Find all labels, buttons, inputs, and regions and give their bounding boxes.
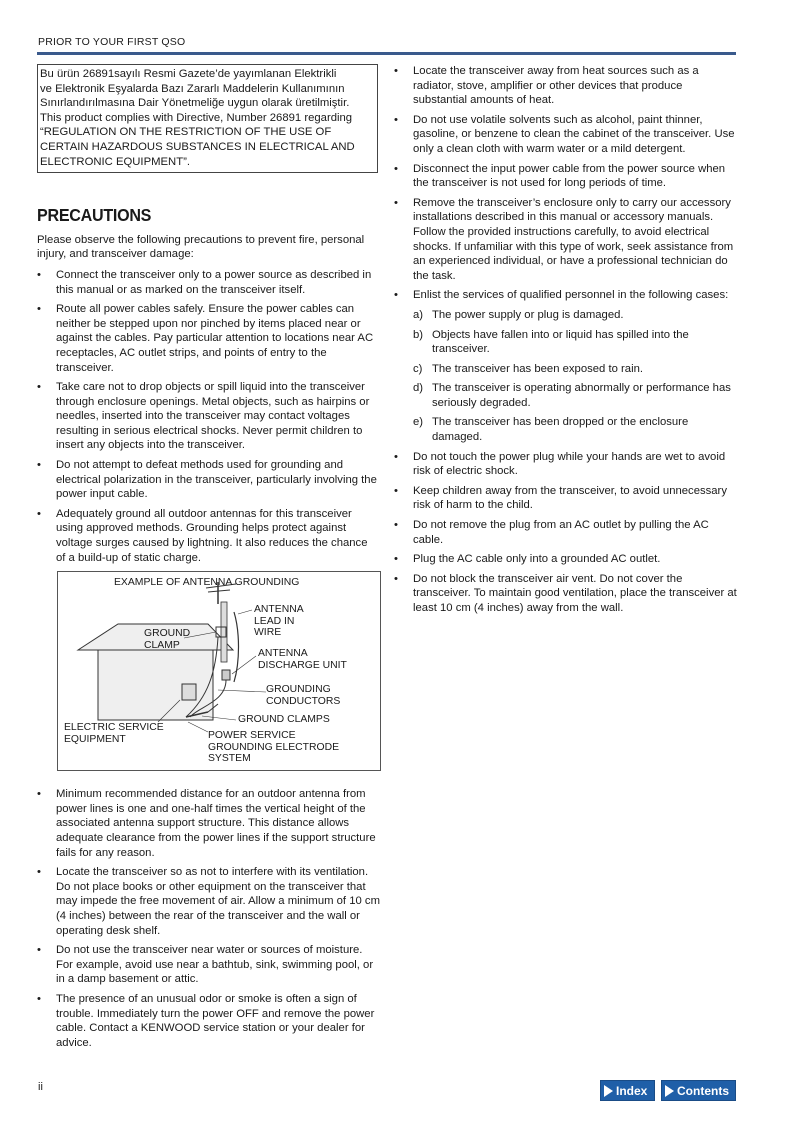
label-electric-service-equipment: ELECTRIC SERVICE EQUIPMENT xyxy=(64,722,164,745)
list-item-text: • Minimum recommended distance for an outdoor antenna from power lines is one and one-half times the vertical height of the associated antenna support structure. This distance allows adequate clearance from the power lines if the support structure fails for any reason. xyxy=(56,788,376,859)
sub-item xyxy=(413,362,739,377)
notice-line: This product complies with Directive, Number 26891 regarding xyxy=(40,111,353,124)
list-item-text: • Remove the transceiver’s enclosure only to carry our accessory installations described in this manual or accessory manuals. Follow the provided instructions carefully, to avoid electrical shocks. If unfamiliar with this type of work, seek assistance from an experienced individual, or have a professional technician do the task. xyxy=(413,196,734,282)
right-column xyxy=(394,64,739,621)
leader-line xyxy=(218,690,266,692)
notice-line: ELECTRONIC EQUIPMENT”. xyxy=(40,155,191,168)
list-item xyxy=(37,458,380,502)
sub-item-letter: b) xyxy=(413,328,424,341)
service-cases-list xyxy=(413,308,739,445)
notice-line: ve Elektronik Eşyalarda Bazı Zararlı Maddelerin Kullanımının xyxy=(40,82,345,95)
sub-item-text: The transceiver is operating abnormally or performance has seriously degraded. xyxy=(432,382,731,409)
sub-item-letter: e) xyxy=(413,416,424,429)
list-item-text: • Locate the transceiver so as not to interfere with its ventilation. Do not place books or other equipment on the transceiver that may impede the free movement of air. Allow a minimum of 10 cm (4 inches) between the rear of the transceiver and the wall or operating desk shelf. xyxy=(56,866,380,937)
label-ground-clamp: GROUND CLAMP xyxy=(144,628,191,651)
list-item xyxy=(37,992,380,1050)
electric-service-box xyxy=(182,684,196,700)
discharge-unit-box xyxy=(222,670,230,680)
notice-line: Bu ürün 26891sayılı Resmi Gazete’de yayımlanan Elektrikli xyxy=(40,68,337,80)
list-item-service xyxy=(394,288,739,444)
list-item-text: • Route all power cables safely. Ensure the power cables can neither be stepped upon nor pinched by items placed near or against the cables. Pay particular attention to locations near AC receptacles, AC outlet strips, and points of entry to the transceiver. xyxy=(56,303,374,374)
list-item-text: • Adequately ground all outdoor antennas for this transceiver using approved methods. Grounding helps protect against voltage surges caused by lightning. It also reduces the chance of a build-up of static charge. xyxy=(56,507,368,564)
sub-item-text: Objects have fallen into or liquid has spilled into the transceiver. xyxy=(432,328,689,356)
precautions-list-left-2 xyxy=(37,787,380,1050)
list-item-text: • Take care not to drop objects or spill liquid into the transceiver through enclosure openings. Metal objects, such as hairpins or needles, inserted into the transceiver may contact voltages resulting in serious electrical shocks. Never permit children to insert any objects into the transceiver. xyxy=(56,381,370,452)
contents-button-label: Contents xyxy=(677,1083,729,1098)
list-item-text: • Plug the AC cable only into a grounded AC outlet. xyxy=(413,553,661,566)
sub-item xyxy=(413,328,739,357)
list-item xyxy=(394,572,739,616)
figure-title: EXAMPLE OF ANTENNA GROUNDING xyxy=(114,577,300,589)
notice-line: CERTAIN HAZARDOUS SUBSTANCES IN ELECTRICAL AND xyxy=(40,140,355,153)
list-item xyxy=(37,865,380,938)
list-item xyxy=(394,552,739,567)
list-item-text: • Disconnect the input power cable from the power source when the transceiver is not used for long periods of time. xyxy=(413,162,726,190)
list-item xyxy=(394,162,739,191)
regulation-notice-box xyxy=(37,64,378,173)
list-item-text: • Keep children away from the transceiver, to avoid unnecessary risk of harm to the child. xyxy=(413,484,727,512)
list-item xyxy=(394,518,739,547)
list-item xyxy=(37,943,380,987)
play-arrow-icon xyxy=(604,1085,613,1097)
lead-in-wire xyxy=(234,612,239,682)
list-item-text: • Do not attempt to defeat methods used for grounding and electrical polarization in the transceiver, particularly involving the power input cable. xyxy=(56,459,377,501)
leader-line xyxy=(238,610,252,614)
list-item xyxy=(394,484,739,513)
list-item xyxy=(37,507,380,565)
list-item-text: • Do not touch the power plug while your hands are wet to avoid risk of electric shock. xyxy=(413,450,726,478)
notice-line: “REGULATION ON THE RESTRICTION OF THE USE OF xyxy=(40,126,332,139)
list-item xyxy=(394,64,739,108)
list-item xyxy=(37,268,380,297)
notice-line: Sınırlandırılmasına Dair Yönetmeliğe uygun olarak üretilmiştir. xyxy=(40,97,350,110)
sub-item-letter: d) xyxy=(413,382,424,395)
list-item-text: • The presence of an unusual odor or smoke is often a sign of trouble. Immediately turn the power OFF and remove the power cable. Contact a KENWOOD service station or your dealer for advice. xyxy=(56,992,375,1049)
index-button[interactable] xyxy=(600,1080,655,1101)
list-item-text: • Do not use the transceiver near water or sources of moisture. For example, avoid use near a bathtub, sink, swimming pool, or in a damp basement or attic. xyxy=(56,944,374,986)
index-button-label: Index xyxy=(616,1083,648,1098)
label-grounding-conductors: GROUNDING CONDUCTORS xyxy=(266,684,341,707)
sub-item-text: The power supply or plug is damaged. xyxy=(432,308,624,321)
header-rule xyxy=(37,52,736,55)
list-item-text: • Do not block the transceiver air vent. Do not cover the transceiver. To maintain good ventilation, place the transceiver at least 10 cm (4 inches) away from the wall. xyxy=(413,572,737,614)
label-power-service-grounding: POWER SERVICE GROUNDING ELECTRODE SYSTEM xyxy=(208,730,340,765)
list-item xyxy=(37,787,380,860)
antenna-grounding-diagram xyxy=(57,571,381,771)
label-ground-clamps: GROUND CLAMPS xyxy=(238,714,330,726)
label-antenna-lead-in-wire: ANTENNA LEAD IN WIRE xyxy=(254,604,304,639)
precautions-list-right xyxy=(394,64,739,616)
sub-item-text: The transceiver has been dropped or the enclosure damaged. xyxy=(432,416,689,444)
list-item-text: • Locate the transceiver away from heat sources such as a radiator, stove, amplifier or other devices that produce substantial amounts of heat. xyxy=(413,65,699,107)
sub-item xyxy=(413,415,739,444)
page-header: PRIOR TO YOUR FIRST QSO xyxy=(38,36,186,48)
leader-line xyxy=(232,656,256,674)
antenna-element xyxy=(208,590,230,592)
sub-item-letter: c) xyxy=(413,362,423,375)
page-number: ii xyxy=(38,1081,43,1093)
list-item xyxy=(37,302,380,375)
list-item xyxy=(394,196,739,284)
leader-line xyxy=(188,722,208,732)
precautions-list-left xyxy=(37,268,380,565)
left-column xyxy=(37,64,380,1055)
label-antenna-discharge-unit: ANTENNA DISCHARGE UNIT xyxy=(258,648,347,671)
list-item xyxy=(37,380,380,453)
sub-item-text: The transceiver has been exposed to rain. xyxy=(432,362,644,375)
sub-item xyxy=(413,381,739,410)
list-item-text: • Enlist the services of qualified personnel in the following cases: xyxy=(413,289,729,302)
list-item-text: • Connect the transceiver only to a power source as described in this manual or as marked on the transceiver itself. xyxy=(56,268,372,296)
precautions-intro: Please observe the following precautions to prevent fire, personal injury, and transceiver damage: xyxy=(37,233,365,261)
list-item-text: • Do not remove the plug from an AC outlet by pulling the AC cable. xyxy=(413,519,709,546)
list-item xyxy=(394,450,739,479)
list-item xyxy=(394,113,739,157)
sub-item-letter: a) xyxy=(413,308,424,321)
play-arrow-icon xyxy=(665,1085,674,1097)
contents-button[interactable] xyxy=(661,1080,736,1101)
sub-item xyxy=(413,308,739,323)
list-item-text: • Do not use volatile solvents such as alcohol, paint thinner, gasoline, or benzene to clean the cabinet of the transceiver. Use only a clean cloth with warm water or a mild detergent. xyxy=(413,113,735,155)
section-title: PRECAUTIONS xyxy=(37,205,152,226)
